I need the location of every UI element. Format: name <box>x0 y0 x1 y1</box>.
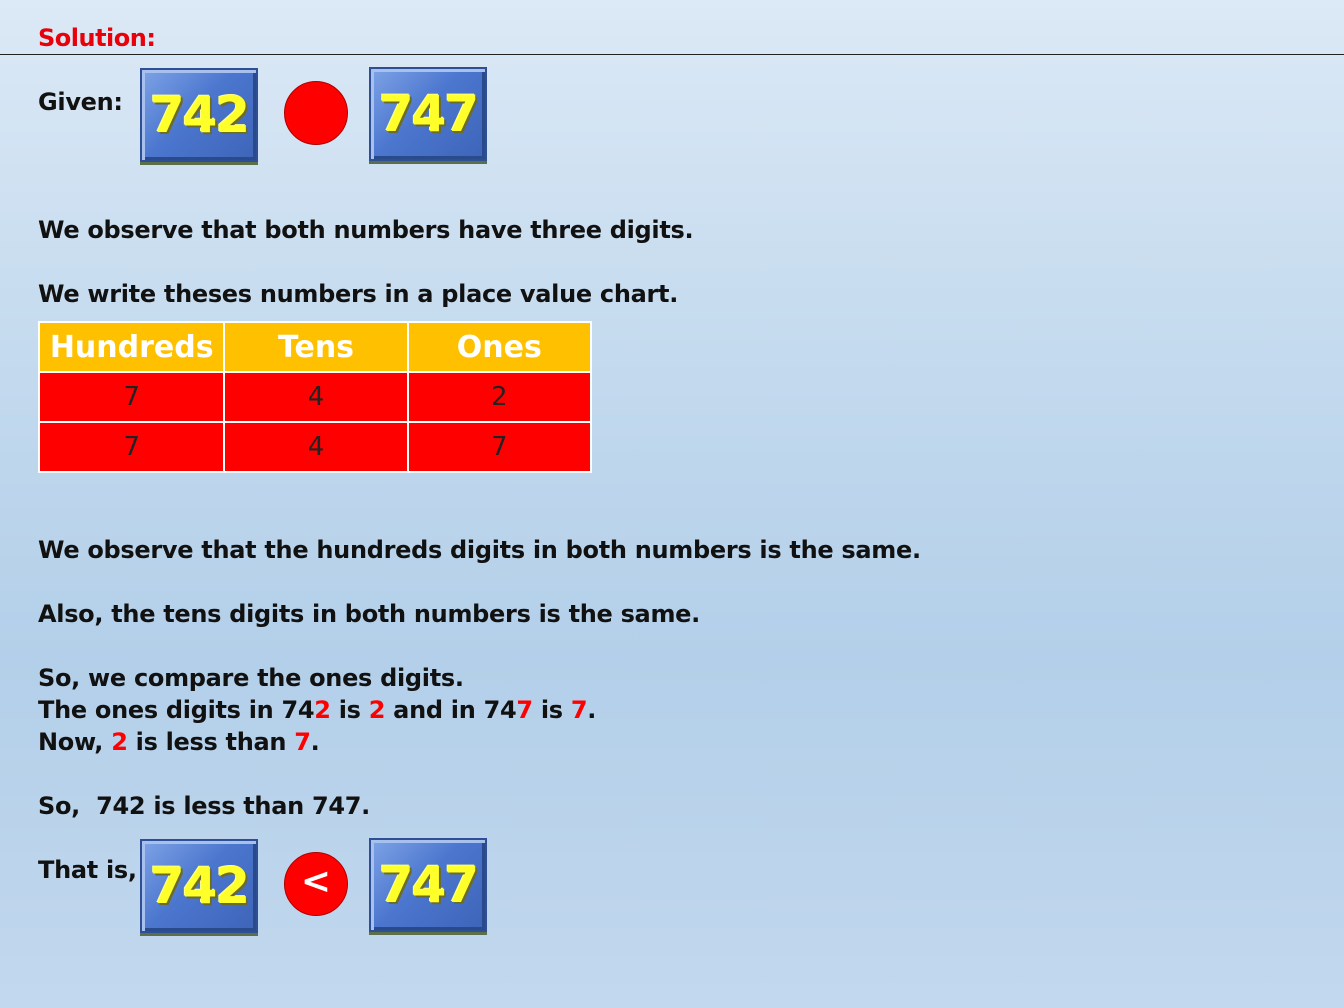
highlight-digit: 2 <box>314 696 331 724</box>
highlight-digit: 7 <box>516 696 533 724</box>
heading-divider <box>0 54 1344 55</box>
chart-cell: 7 <box>408 422 591 472</box>
ones-line-part: . <box>587 696 597 724</box>
now-line <box>38 728 319 756</box>
chart-cell: 4 <box>224 372 407 422</box>
answer-left-number: 742 <box>149 857 249 915</box>
now-line-part: is less than <box>127 728 295 756</box>
given-left-number-tile <box>140 68 258 162</box>
solution-heading: Solution: <box>38 24 156 52</box>
chart-cell: 7 <box>39 372 224 422</box>
ones-line-part: is <box>330 696 369 724</box>
now-line-part: . <box>310 728 320 756</box>
less-than-circle <box>284 852 348 916</box>
ones-line-part: and in 74 <box>385 696 517 724</box>
given-right-number-tile <box>369 67 487 161</box>
header-tens: Tens <box>224 322 407 372</box>
highlight-digit: 2 <box>368 696 386 724</box>
ones-line-part: is <box>532 696 571 724</box>
chart-row <box>39 422 591 472</box>
hundreds-same-text: We observe that the hundreds digits in both numbers is the same. <box>38 536 921 564</box>
highlight-digit: 2 <box>111 728 128 756</box>
chart-cell: 4 <box>224 422 407 472</box>
header-hundreds: Hundreds <box>39 322 224 372</box>
ones-line-part: The ones digits in 74 <box>38 696 315 724</box>
chart-header-row <box>39 322 591 372</box>
less-than-symbol: < <box>300 861 332 902</box>
highlight-digit: 7 <box>570 696 588 724</box>
given-right-number: 747 <box>378 85 478 143</box>
write-chart-text: We write theses numbers in a place value chart. <box>38 280 679 308</box>
conclusion-text: So, 742 is less than 747. <box>38 792 370 820</box>
highlight-digit: 7 <box>294 728 311 756</box>
answer-left-number-tile <box>140 839 258 933</box>
tens-same-text: Also, the tens digits in both numbers is the same. <box>38 600 700 628</box>
answer-label: That is, <box>38 856 137 884</box>
chart-row <box>39 372 591 422</box>
given-compare-circle <box>284 81 348 145</box>
ones-digits-line <box>38 696 596 724</box>
observe-digits-text: We observe that both numbers have three digits. <box>38 216 694 244</box>
chart-cell: 7 <box>39 422 224 472</box>
place-value-chart <box>38 321 592 473</box>
given-left-number: 742 <box>149 86 249 144</box>
given-label: Given: <box>38 88 123 116</box>
header-ones: Ones <box>408 322 591 372</box>
answer-right-number: 747 <box>378 856 478 914</box>
now-line-part: Now, <box>38 728 112 756</box>
chart-cell: 2 <box>408 372 591 422</box>
answer-right-number-tile <box>369 838 487 932</box>
compare-ones-text: So, we compare the ones digits. <box>38 664 464 692</box>
